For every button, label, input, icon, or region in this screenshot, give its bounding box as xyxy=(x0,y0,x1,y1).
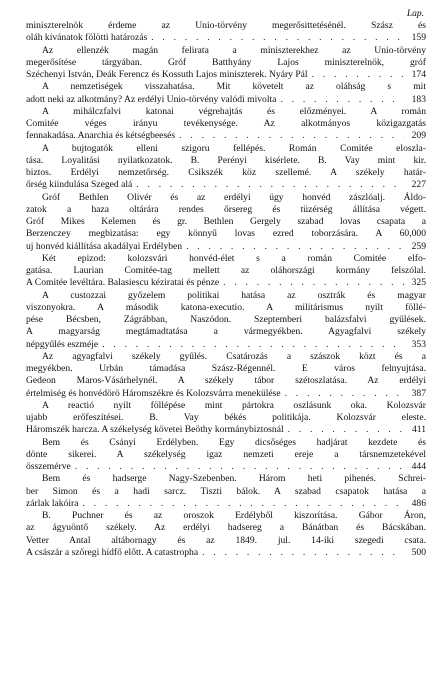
dot-leader xyxy=(182,241,404,253)
toc-entry xyxy=(26,437,426,474)
toc-entry xyxy=(26,351,426,400)
toc-entry-text: A Comitée levéltára. Balasiescu kéziratai és pénze xyxy=(26,277,220,289)
toc-entry-text: viszonyokra. A második katona-executio. A militárismus nyilt föllé- xyxy=(26,301,426,313)
toc-entry-line xyxy=(26,155,426,167)
toc-entry-line xyxy=(26,302,426,314)
page-number: 174 xyxy=(411,69,426,80)
toc-entry-text: A császár a szőregi hídfő előtt. A catastropha xyxy=(26,546,199,558)
toc-entry-last-line xyxy=(26,94,426,106)
toc-entry-last-line xyxy=(26,32,426,44)
dot-leader xyxy=(219,277,404,289)
toc-entry-text: megerősítése tárgyában. Gróf Batthyány Lajos miniszterelnök, gróf xyxy=(26,56,426,68)
toc-entry-text: zatok a haza oltárára rendes őrsereg és tüzérség állítása végett. xyxy=(26,203,426,215)
toc-entry-line xyxy=(26,204,426,216)
toc-entry-text: Az agyagfalvi székely gyűlés. Csatározás a szászok közt és a xyxy=(42,350,426,362)
toc-entry-line xyxy=(26,81,426,93)
page-number: 159 xyxy=(411,32,426,44)
toc-entry-text: Széchenyi István, Deák Ferencz és Kossuth Lajos miniszterek. Nyáry Pál xyxy=(26,69,308,80)
toc-entry-line xyxy=(26,486,426,498)
toc-entry-line xyxy=(26,253,426,265)
toc-entry-text: őrség kiindulása Szeged alá xyxy=(26,179,133,191)
dot-leader xyxy=(71,461,404,473)
toc-entry-text: A reactió nyilt föllépése mint pártokra oszlásunk oka. Kolozsvár xyxy=(42,399,426,411)
toc-entry xyxy=(26,143,426,192)
toc-entry-text: Gedeon Maros-Vásárhelynél. A székely tábor szétoszlatása. Az erdélyi xyxy=(26,375,426,387)
toc-entry-text: Berzenczey megbizatása: egy könnyű lovas ezred toborzására. A 60,000 xyxy=(26,228,426,240)
toc-entry-line xyxy=(26,522,426,534)
toc-entry-line xyxy=(26,375,426,387)
toc-entry xyxy=(26,20,426,45)
toc-entry-text: Comitée véges irányu tevékenysége. Az alkotmányos közigazgatás xyxy=(26,118,426,129)
page-number: 486 xyxy=(411,497,426,509)
toc-entry-line xyxy=(26,437,426,449)
toc-entry-text: dönte sikerei. A székelység igaz nemzeti ereje a társnemzetekével xyxy=(26,448,426,460)
page-number: 259 xyxy=(411,240,426,252)
toc-entry xyxy=(26,45,426,82)
page-number: 444 xyxy=(411,461,426,472)
toc-entry-last-line xyxy=(26,179,426,191)
toc-entry-line xyxy=(26,510,426,522)
toc-entry-line xyxy=(26,192,426,204)
toc-entry-last-line xyxy=(26,277,426,289)
toc-entry xyxy=(26,81,426,106)
toc-entry-line xyxy=(26,326,426,338)
toc-entry-text: adott neki az alkotmány? Az erdélyi Unio-törvény valódi mivolta xyxy=(26,93,277,105)
toc-entry-line xyxy=(26,228,426,240)
dot-leader xyxy=(281,388,404,400)
toc-entry-text: gatása. Laurian Comitée-tag mellett az oláhországi kormány felszólal. xyxy=(26,265,426,276)
toc-entry-last-line xyxy=(26,69,426,81)
toc-entry-text: az ágyuöntő székely. Az erdélyi hadsereg a Bánátban és Bácskában. xyxy=(26,522,426,534)
toc-entry-text: Két epizod: kolozsvári honvéd-élet s a román Comitée elfo- xyxy=(42,252,426,264)
toc-entry-text: A magyarság megtámadtatása a vármegyékben. Agyagfalvi székely xyxy=(26,326,426,338)
page-number: 227 xyxy=(411,179,426,191)
toc-entry-line xyxy=(26,473,426,485)
page-number: 183 xyxy=(411,93,426,105)
toc-entry xyxy=(26,253,426,290)
toc-entry-line xyxy=(26,45,426,57)
toc-entry-line xyxy=(26,449,426,461)
toc-entry-last-line xyxy=(26,339,426,351)
dot-leader xyxy=(198,547,404,559)
toc-entry-text: Bem és Csányi Erdélyben. Egy dicsőséges hadjárat kezdete és xyxy=(42,436,426,448)
page-number: 209 xyxy=(411,130,426,142)
page-number: 500 xyxy=(411,546,426,558)
toc-entry-line xyxy=(26,143,426,155)
toc-entry xyxy=(26,106,426,143)
toc-entry-last-line xyxy=(26,424,426,436)
toc-entry xyxy=(26,192,426,253)
toc-entry xyxy=(26,510,426,559)
page-number: 353 xyxy=(411,338,426,350)
toc-entry xyxy=(26,290,426,351)
toc-entry-text: ujabb erőfeszítései. B. Vay békés politikája. Kolozsvár eleste. xyxy=(26,412,426,423)
toc-entry-last-line xyxy=(26,388,426,400)
dot-leader xyxy=(308,69,404,81)
toc-entry-line xyxy=(26,118,426,130)
dot-leader xyxy=(276,94,404,106)
toc-entry-text: A bujtogatók elleni szigoru fellépés. Román Comitée eloszla- xyxy=(42,142,426,154)
toc-entry-line xyxy=(26,535,426,547)
toc-entry-line xyxy=(26,412,426,424)
toc-entry-line xyxy=(26,57,426,69)
toc-entry-text: uj honvéd kiállítása akadályai Erdélyben xyxy=(26,240,183,252)
toc-entry-text: ber Simon és a hadi sarcz. Tiszti bálok. A szabad csapatok hatása a xyxy=(26,485,426,497)
toc-entry-text: Vetter Antal altábornagy és az 1849. jul. 14-iki szegedi csata. xyxy=(26,534,426,546)
toc-entry-line xyxy=(26,363,426,375)
dot-leader xyxy=(98,339,404,351)
dot-leader xyxy=(284,424,404,436)
page-number: 325 xyxy=(411,277,426,289)
page-column-header: Lap. xyxy=(406,9,424,19)
toc-entry-last-line xyxy=(26,130,426,142)
page-number: 411 xyxy=(411,424,426,436)
page-number: 387 xyxy=(411,387,426,399)
toc-entry-text: A nemzetiségek visszahatása. Mit követelt az oláhság s mit xyxy=(42,81,426,93)
toc-entry-text: Gróf Mikes Kelemen és gr. Bethlen Gergely szabad lovas csapata a xyxy=(26,216,426,227)
toc-entry-text: miniszterelnök érdeme az Unio-törvény megerősittetésénél. Szász és xyxy=(26,20,426,31)
toc-entry-text: Háromszék harcza. A székelység követei Beöthy kormánybiztosnál xyxy=(26,424,284,436)
toc-entry-text: értelmiség és honvédörö Háromszékre és Kolozsvárra menekülése xyxy=(26,387,281,399)
toc-entry-line xyxy=(26,314,426,326)
toc-entry-text: fennakadása. Anarchia és kétségbeesés xyxy=(26,130,176,142)
toc-entry xyxy=(26,473,426,510)
toc-entry-text: tása. Loyalitási nyilatkozatok. B. Perényi kisérlete. B. Vay mint kir. xyxy=(26,154,426,166)
toc-entry-text: Gróf Bethlen Olivér és az erdélyi ügy honvéd zászlóalj. Áldo- xyxy=(42,191,426,203)
toc-entry-line xyxy=(26,290,426,302)
toc-entry-last-line xyxy=(26,241,426,253)
toc-entry-text: pése Bécsben, Zágrábban, Naszódon. Szeptemberi balázsfalvi gyűlések. xyxy=(26,314,426,325)
toc-entry-text: zárlak lakóira xyxy=(26,497,79,509)
toc-entry-last-line xyxy=(26,547,426,559)
dot-leader xyxy=(175,130,404,142)
toc-entry-text: összemérve xyxy=(26,461,71,472)
dot-leader xyxy=(132,179,404,191)
toc-entry-line xyxy=(26,20,426,32)
toc-entry xyxy=(26,400,426,437)
toc-entry-text: B. Puchner és az oroszok Erdélyből kiszorítása. Gábor Áron, xyxy=(42,510,426,521)
toc-entry-line xyxy=(26,351,426,363)
toc-entry-text: A custozzai győzelem politikai hatása az osztrák és magyar xyxy=(42,289,426,301)
toc-entry-line xyxy=(26,216,426,228)
toc-entry-last-line xyxy=(26,498,426,510)
toc-entry-text: oláh kívánatok fölötti határozás xyxy=(26,32,148,44)
toc-entry-last-line xyxy=(26,461,426,473)
toc-entry-text: népgyűlés eszméje xyxy=(26,338,99,350)
toc-entry-text: biztos. Erdélyi nemzetőrség. Csikszék köz szellemé. A székely határ- xyxy=(26,167,426,178)
toc-entry-line xyxy=(26,400,426,412)
toc-entry-text: A mihálczfalvi katonai végrehajtás és előzményei. A román xyxy=(42,105,426,117)
toc-entry-line xyxy=(26,167,426,179)
toc-entry-text: Az ellenzék magán felirata a miniszterekhez az Unio-törvény xyxy=(42,44,426,56)
dot-leader xyxy=(147,32,404,44)
toc-entry-line xyxy=(26,106,426,118)
toc-entry-line xyxy=(26,265,426,277)
toc-entry-text: Bem és hadserge Nagy-Szebenben. Három heti pihenés. Schrei- xyxy=(42,473,426,485)
toc-entry-text: megyékben. Urbán támadása Szász-Régennél. E város felnyujtása. xyxy=(26,363,426,374)
dot-leader xyxy=(78,498,404,510)
table-of-contents xyxy=(26,20,426,559)
